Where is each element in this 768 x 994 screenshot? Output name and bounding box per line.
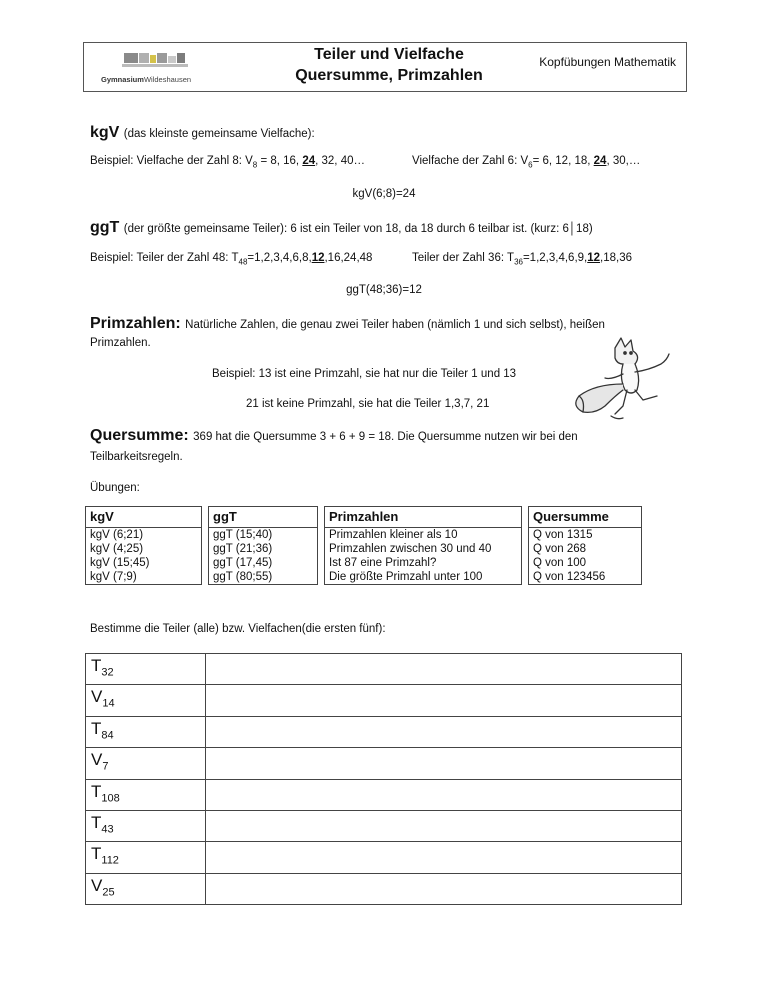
fox-illustration bbox=[565, 334, 685, 426]
title-line-2: Quersumme, Primzahlen bbox=[295, 67, 483, 84]
answer-label: $T_{32}$ bbox=[86, 654, 206, 685]
logo-graphic bbox=[92, 49, 242, 73]
exercises-header-row bbox=[86, 507, 642, 528]
table-cell: Q von 100 bbox=[533, 557, 587, 569]
answer-field[interactable] bbox=[206, 748, 682, 779]
table-cell: ggT (80;55) bbox=[213, 571, 273, 583]
answer-row bbox=[86, 654, 682, 685]
answer-label: $T_{84}$ bbox=[86, 716, 206, 747]
col-ggt bbox=[209, 528, 318, 585]
qs-heading-line bbox=[90, 427, 578, 445]
answer-label: $V_7$ bbox=[86, 748, 206, 779]
answer-field[interactable] bbox=[206, 716, 682, 747]
kgv-result: kgV(6;8)=24 bbox=[352, 188, 416, 200]
answer-label: $T_{112}$ bbox=[86, 842, 206, 873]
primes-heading: Primzahlen: bbox=[90, 315, 181, 332]
primes-example-2: 21 ist keine Primzahl, sie hat die Teiler 1,3,7, 21 bbox=[246, 398, 490, 410]
table-cell: kgV (7;9) bbox=[90, 571, 137, 583]
table-cell: Ist 87 eine Primzahl? bbox=[329, 557, 437, 569]
answer-field[interactable] bbox=[206, 873, 682, 904]
exercises-body bbox=[86, 528, 642, 585]
answer-row bbox=[86, 873, 682, 904]
ggt-description: (der größte gemeinsame Teiler): 6 ist ein Teiler von 18, da 18 durch 6 teilbar ist. (kurz: 6│18) bbox=[123, 223, 593, 235]
qs-description: 369 hat die Quersumme 3 + 6 + 9 = 18. Die Quersumme nutzen wir bei den bbox=[193, 431, 578, 443]
kgv-heading: kgV bbox=[90, 124, 120, 141]
col-header-kgv: kgV bbox=[86, 507, 202, 528]
subject-label: Kopfübungen Mathematik bbox=[539, 55, 676, 69]
table-cell: Die größte Primzahl unter 100 bbox=[329, 571, 483, 583]
school-logo bbox=[92, 49, 242, 85]
kgv-heading-line bbox=[90, 124, 315, 142]
ggt-example-1: Beispiel: Teiler der Zahl 48: $T_{48}=1,2,3,4,6,8,12,16,24,48$ bbox=[90, 252, 373, 267]
table-cell: Q von 268 bbox=[533, 543, 587, 555]
answer-row bbox=[86, 842, 682, 873]
primes-description: Natürliche Zahlen, die genau zwei Teiler haben (nämlich 1 und sich selbst), heißen bbox=[185, 319, 605, 331]
answer-label: $V_{14}$ bbox=[86, 685, 206, 716]
exercises-label: Übungen: bbox=[90, 482, 140, 494]
primes-heading-line bbox=[90, 315, 605, 333]
table-cell: kgV (15;45) bbox=[90, 557, 150, 569]
answer-field[interactable] bbox=[206, 779, 682, 810]
table-cell: Q von 123456 bbox=[533, 571, 606, 583]
col-header-quersumme: Quersumme bbox=[529, 507, 642, 528]
answer-field[interactable] bbox=[206, 654, 682, 685]
task-instruction: Bestimme die Teiler (alle) bzw. Vielfachen(die ersten fünf): bbox=[90, 623, 386, 635]
ggt-result: ggT(48;36)=12 bbox=[346, 284, 422, 296]
ggt-heading: ggT bbox=[90, 219, 120, 236]
answer-row bbox=[86, 779, 682, 810]
table-cell: Primzahlen zwischen 30 und 40 bbox=[329, 543, 492, 555]
col-primzahlen bbox=[325, 528, 522, 585]
answer-field[interactable] bbox=[206, 685, 682, 716]
table-cell: ggT (17,45) bbox=[213, 557, 273, 569]
table-cell: kgV (4;25) bbox=[90, 543, 144, 555]
col-kgv bbox=[86, 528, 202, 585]
answer-row bbox=[86, 810, 682, 841]
answer-row bbox=[86, 748, 682, 779]
table-cell: Q von 1315 bbox=[533, 529, 593, 541]
answer-grid bbox=[85, 653, 682, 905]
answer-row bbox=[86, 716, 682, 747]
qs-description-2: Teilbarkeitsregeln. bbox=[90, 451, 183, 463]
answer-label: $T_{108}$ bbox=[86, 779, 206, 810]
header-box bbox=[83, 42, 687, 92]
ggt-example-2: Teiler der Zahl 36: $T_{36}=1,2,3,4,6,9,12,18,36$ bbox=[412, 252, 633, 267]
kgv-description: (das kleinste gemeinsame Vielfache): bbox=[123, 128, 315, 140]
table-cell: kgV (6;21) bbox=[90, 529, 144, 541]
table-cell: ggT (15;40) bbox=[213, 529, 273, 541]
col-header-primzahlen: Primzahlen bbox=[325, 507, 522, 528]
ggt-heading-line bbox=[90, 219, 593, 237]
title-line-1: Teiler und Vielfache bbox=[314, 46, 464, 63]
qs-heading: Quersumme: bbox=[90, 427, 189, 444]
col-header-ggt: ggT bbox=[209, 507, 318, 528]
answer-label: $V_{25}$ bbox=[86, 873, 206, 904]
kgv-example-1: Beispiel: Vielfache der Zahl 8: $V_8 = 8$, 16, 24, 32, 40… bbox=[90, 155, 365, 170]
exercises-table bbox=[85, 506, 642, 585]
primes-example-1: Beispiel: 13 ist eine Primzahl, sie hat nur die Teiler 1 und 13 bbox=[212, 368, 517, 380]
table-cell: Primzahlen kleiner als 10 bbox=[329, 529, 458, 541]
answer-row bbox=[86, 685, 682, 716]
logo-text: GymnasiumWildeshausen bbox=[101, 75, 192, 84]
primes-description-2: Primzahlen. bbox=[90, 337, 151, 349]
answer-label: $T_{43}$ bbox=[86, 810, 206, 841]
answer-field[interactable] bbox=[206, 810, 682, 841]
table-cell: ggT (21;36) bbox=[213, 543, 273, 555]
kgv-example-2: Vielfache der Zahl 6: $V_6= 6$, 12, 18, 24, 30,… bbox=[412, 155, 641, 170]
col-quersumme bbox=[529, 528, 642, 585]
answer-field[interactable] bbox=[206, 842, 682, 873]
